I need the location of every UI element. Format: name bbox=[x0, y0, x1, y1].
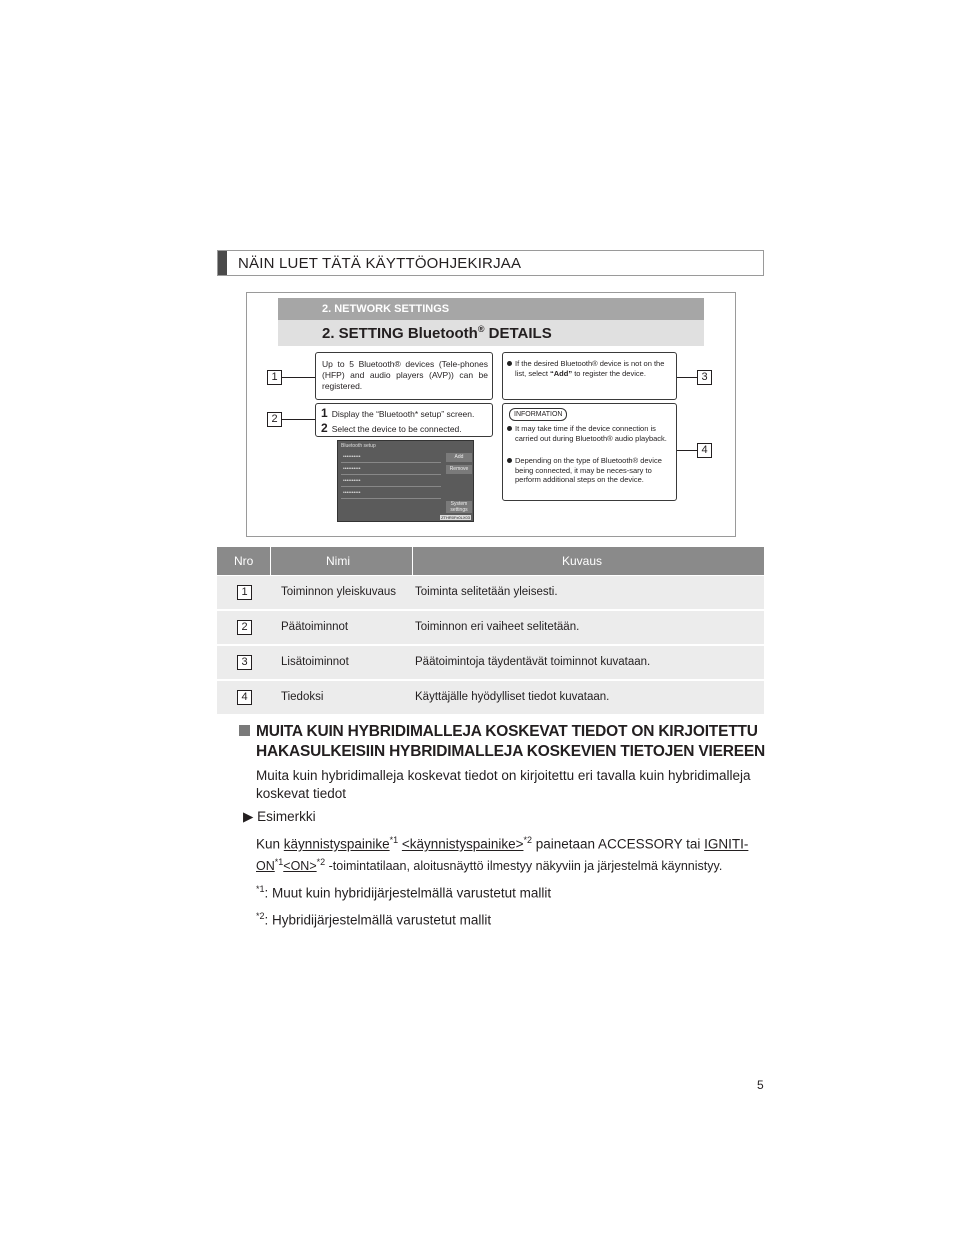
square-bullet-icon bbox=[239, 725, 250, 736]
callout-line-1 bbox=[282, 377, 315, 378]
callout-line-2 bbox=[282, 419, 315, 420]
row-marker: 2 bbox=[237, 620, 252, 635]
footnote-2: $^{*2}$: Hybridijärjestelmällä varustetut mallit bbox=[256, 911, 492, 928]
illus-overview-text: Up to 5 Bluetooth® devices (Tele-phones (HFP) and audio players (AVP)) can be registered. bbox=[322, 359, 488, 391]
start-button-link[interactable]: käynnistyspainike bbox=[283, 836, 390, 852]
illus-band-top-text: 2. NETWORK SETTINGS bbox=[322, 303, 450, 315]
header-nro: Nro bbox=[234, 554, 254, 568]
table-row bbox=[217, 681, 764, 716]
bullet-icon bbox=[507, 458, 512, 463]
section-heading-line-1: MUITA KUIN HYBRIDIMALLEJA KOSKEVAT TIEDOT ON KIRJOITETTU bbox=[239, 723, 758, 741]
row-name: Päätoiminnot bbox=[281, 621, 349, 633]
footnote-1: $^{*1}$: Muut kuin hybridijärjestelmällä varustetut mallit bbox=[256, 884, 552, 901]
illus-overview-box bbox=[315, 352, 493, 400]
bullet-icon bbox=[507, 426, 512, 431]
row-marker: 1 bbox=[237, 585, 252, 600]
illus-band-main bbox=[278, 320, 704, 346]
device-row: •••••••••• bbox=[341, 477, 441, 487]
section-header-title: NÄIN LUET TÄTÄ KÄYTTÖOHJEKIRJAA bbox=[238, 255, 522, 272]
bullet-icon bbox=[507, 361, 512, 366]
example-line-2: $ON^{*1}<ON>^{*2}$ -toimintatilaan, aloitusnäyttö ilmestyy näkyviin ja järjestelmä käynnistyy. bbox=[256, 857, 723, 874]
row-name: Lisätoiminnot bbox=[281, 656, 349, 668]
section-heading-line-2: HAKASULKEISIIN HYBRIDIMALLEJA KOSKEVIEN TIETOJEN VIEREEN bbox=[256, 743, 765, 760]
row-name: Toiminnon yleiskuvaus bbox=[281, 586, 397, 598]
header-divider bbox=[270, 547, 271, 575]
device-row: •••••••••• bbox=[341, 465, 441, 475]
screen-remove-button: Remove bbox=[446, 465, 472, 474]
illus-step-1: 1 Display the “Bluetooth* setup” screen. bbox=[321, 406, 475, 420]
example-label: ▶ Esimerkki bbox=[243, 809, 316, 824]
ignition-link[interactable]: IGNITI- bbox=[704, 836, 749, 852]
callout-marker-2: 2 bbox=[267, 412, 282, 427]
illus-additional-text: If the desired Bluetooth® device is not on the list, select “Add” to register the device. bbox=[515, 359, 672, 379]
start-button-hybrid-link[interactable]: <käynnistyspainike> bbox=[401, 836, 524, 852]
row-marker: 4 bbox=[237, 690, 252, 705]
triangle-bullet-icon: ▶ bbox=[243, 809, 254, 824]
screen-title: Bluetooth setup bbox=[341, 443, 376, 449]
section-header bbox=[217, 250, 764, 276]
row-marker: 3 bbox=[237, 655, 252, 670]
callout-line-4 bbox=[677, 450, 697, 451]
row-desc: Toiminnon eri vaiheet selitetään. bbox=[415, 621, 580, 633]
row-desc: Käyttäjälle hyödylliset tiedot kuvataan. bbox=[415, 691, 610, 703]
header-divider bbox=[412, 547, 413, 575]
callout-marker-1: 1 bbox=[267, 370, 282, 385]
info-bullet-2: Depending on the type of Bluetooth® device being connected, it may be neces-sary to perform additional steps on the device. bbox=[515, 456, 672, 485]
example-line-1: Kun käynnistyspainike$^{*1}$ <käynnistyspainike>$^{*2}$ painetaan ACCESSORY tai IGNITI- bbox=[256, 835, 749, 852]
row-name: Tiedoksi bbox=[281, 691, 324, 703]
illus-band-top bbox=[278, 298, 704, 320]
ignition-on-link[interactable]: ON bbox=[256, 859, 275, 874]
info-bullet-1: It may take time if the device connection is carried out during Bluetooth® audio playback. bbox=[515, 424, 672, 443]
row-desc: Toiminta selitetään yleisesti. bbox=[415, 586, 558, 598]
table-header bbox=[217, 547, 764, 575]
device-row: •••••••••• bbox=[341, 453, 441, 463]
screen-system-settings-button: System settings bbox=[446, 501, 472, 513]
table-row bbox=[217, 611, 764, 646]
row-desc: Päätoimintoja täydentävät toiminnot kuvataan. bbox=[415, 656, 651, 668]
callout-line-3 bbox=[677, 377, 697, 378]
paragraph-line-1: Muita kuin hybridimalleja koskevat tiedot on kirjoitettu eri tavalla kuin hybridimalleja bbox=[256, 768, 751, 783]
header-kuvaus: Kuvaus bbox=[562, 554, 603, 568]
screen-add-button: Add bbox=[446, 453, 472, 462]
callout-marker-4: 4 bbox=[697, 443, 712, 458]
screen-code: ZTHR0Fx0LX03 bbox=[441, 515, 470, 520]
illus-information-box bbox=[502, 403, 677, 501]
section-header-bar bbox=[218, 251, 227, 275]
page-number: 5 bbox=[757, 1078, 764, 1092]
table-row bbox=[217, 646, 764, 681]
information-label: INFORMATION bbox=[509, 408, 567, 421]
table-row bbox=[217, 576, 764, 611]
device-row: •••••••••• bbox=[341, 489, 441, 499]
header-nimi: Nimi bbox=[326, 554, 350, 568]
illus-steps-box bbox=[315, 403, 493, 437]
illus-additional-box bbox=[502, 352, 677, 400]
on-hybrid-link[interactable]: <ON> bbox=[283, 859, 317, 874]
illus-step-2: 2 Select the device to be connected. bbox=[321, 421, 462, 435]
paragraph-line-2: koskevat tiedot bbox=[256, 786, 347, 801]
illus-band-main-text: 2. SETTING Bluetooth® DETAILS bbox=[322, 324, 552, 342]
callout-marker-3: 3 bbox=[697, 370, 712, 385]
bluetooth-setup-screen bbox=[337, 440, 474, 522]
